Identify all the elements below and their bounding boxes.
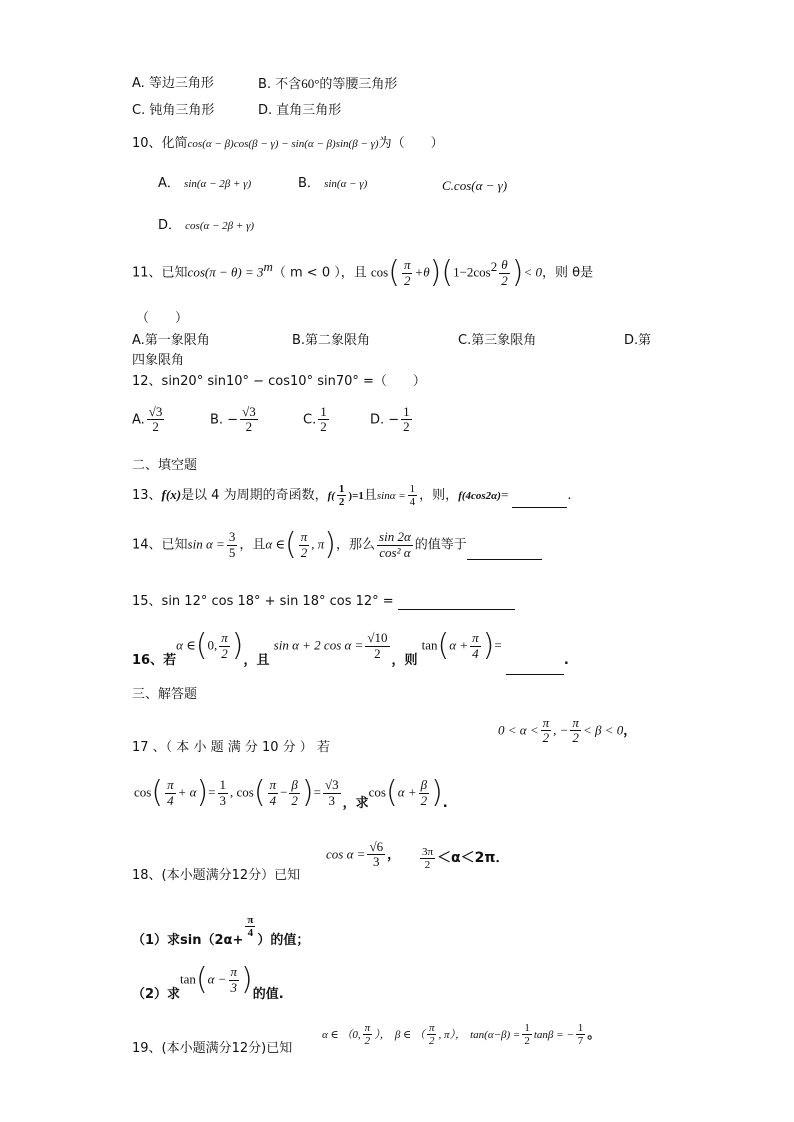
q17-eq1: = [208,784,216,800]
q10-option-c: C.cos(α − γ) [442,178,508,193]
q16-stem [132,628,569,668]
q15-stem [132,594,515,610]
q11-answer-paren: （ ） [136,311,189,326]
q14-ratio-num: sin 2α [379,529,411,545]
q19-one: 1 [524,1022,530,1034]
q17-two: 2 [542,730,550,746]
q11-exponent: m [263,259,273,275]
q10-option-a [158,176,251,192]
q17-pi-c: π [167,777,174,793]
q17-pi-over-2-b [570,716,581,746]
q18-pi-over-4 [245,914,255,939]
q14-frac [227,530,238,560]
q11-option-a: A.第一象限角 [132,333,210,348]
q14-comma-pi: , π [311,536,325,552]
q14-suffix: 的值等于 [414,537,467,553]
q13-half-num: 1 [338,483,345,495]
q17-comma: ， [623,723,637,739]
q17-pi: π [542,715,550,730]
q12-option-c-frac [318,405,329,435]
q9-option-b-suffix: 的等腰三角形 [319,77,398,92]
q13-ask: f(4cos2α) [458,490,501,503]
q19-two: 2 [364,1035,371,1048]
q14-stem [132,527,542,562]
q19-half [522,1022,532,1047]
q19-pi: π [364,1022,371,1034]
q16-pi-over-4 [470,631,481,661]
q9-option-b-angle: 60° [301,76,320,91]
q11-two-b: 2 [501,272,508,288]
q17-paren-close-2: ) [301,775,314,810]
q19-two-b: 2 [428,1035,435,1048]
q17-sqrt3-over-3 [323,778,341,808]
q18-3pi-over-2 [420,846,435,871]
q11-paren-open-1: ( [388,255,400,290]
q12-option-a-frac [147,405,165,435]
q17-pi-b: π [572,715,579,730]
q11-theta: θ [501,257,508,273]
q18-range-text: ＜α＜2π． [437,850,510,867]
q16-two: 2 [221,645,228,661]
q16-answer-blank[interactable] [506,674,564,675]
q18-range [418,846,510,871]
q18-three: 3 [230,979,238,995]
q16-paren-close-2: ) [482,628,495,663]
q11-paren-open-2: ( [441,255,454,290]
q12-option-a-den: 2 [152,419,159,435]
q17-comma-cos: , cos [230,784,254,800]
q17-cond-lhs: 0 < α < [498,722,539,738]
q17-two-d: 2 [420,792,428,808]
q12-option-b [210,405,260,435]
q17-three: 3 [219,792,226,808]
q17-ask: ，求 [342,795,369,811]
q16-four: 4 [472,645,479,661]
q11-condition: cos(π − θ) = 3 [187,264,264,280]
q17-three-b: 3 [328,792,336,808]
q11-option-d: D.第 [624,333,652,348]
q10-option-d [158,218,254,234]
q12-option-b-frac [240,405,258,435]
q13-number: 13、 [132,488,162,504]
q18-3pi: 3π [422,846,434,858]
q13-stem [132,483,572,508]
q18-den: 3 [373,854,380,870]
q16-frac [365,631,389,661]
q11-two: 2 [403,272,411,288]
q12-option-d-den: 2 [403,419,410,435]
q14-mid: ，且 [239,537,266,553]
q17-condition [498,716,636,746]
q17-paren-open-2: ( [253,775,266,810]
q19-tan-expr: tan(α−β) = [470,1029,521,1042]
q14-paren-close: ) [324,527,337,562]
q13-sin: sinα = [376,490,406,503]
q11-stem-suffix: ，则 θ是 [541,265,594,281]
section-fill-in-heading: 二、填空题 [132,458,198,473]
q16-zero: 0, [207,637,218,653]
q17-beta-b: β [420,777,428,793]
q16-paren-close: ) [231,628,244,663]
q12-option-b-num: √3 [242,404,256,419]
q17-alpha-plus: α + [397,784,417,800]
q13-period: . [567,488,572,504]
q19-tanb: tanβ = − [533,1029,574,1042]
q13-text-3: ，则， [419,488,459,504]
q17-paren-open-3: ( [385,775,398,810]
q19-one-b: 1 [577,1022,584,1034]
q18-pi: π [247,914,254,926]
q19-seventh [576,1022,586,1047]
q17-eq2: = [313,784,321,800]
q12-option-b-den: 2 [245,419,253,435]
q14-prefix: 14、已知 [132,537,188,553]
q9-option-d: D. 直角三角形 [258,103,342,118]
q18-pi-b: π [230,964,238,980]
q18-part2-prefix: （2）求 [132,986,181,1002]
q10-option-d-expr: cos(α − 2β + γ) [185,220,255,232]
q18-four: 4 [247,927,254,940]
q19-period: 。 [587,1027,601,1043]
q17-pi-over-2 [541,716,552,746]
q18-part1-prefix: （1）求sin（2α+ [132,933,244,949]
q10-option-a-expr: sin(α − 2β + γ) [184,178,252,190]
q17-four-b: 4 [269,792,277,808]
q12-option-d [370,405,414,435]
q19-two-c: 2 [524,1035,530,1048]
q14-two: 2 [300,544,308,560]
q12-option-d-num: 1 [403,404,410,419]
q10-stem [132,136,444,152]
q11-cos: cos [370,264,389,280]
q13-quarter-den: 4 [409,496,416,509]
q12-option-c-num: 1 [320,404,327,419]
q16-pi-b: π [472,630,479,646]
q17-cos: cos [134,784,152,800]
q18-tan: tan [180,971,196,987]
q17-period: . [442,795,448,811]
q16-den: 2 [374,645,381,661]
q11-stem-prefix: 11、已知 [132,265,188,281]
q18-paren-close: ) [241,962,253,997]
q18-part1 [132,914,310,953]
q10-expression: cos(α − β)cos(β − γ) − sin(α − β)sin(β − γ) [187,138,379,150]
q17-beta: β [291,777,298,793]
q13-answer-blank[interactable] [512,507,567,508]
q12-option-a-label: A. [132,412,145,428]
q11-stem [132,255,594,290]
q17-pi-over-4 [165,778,176,808]
q19-cond2-end: , π）， [438,1029,466,1042]
q19-pi-over-2 [363,1022,373,1047]
q13-text-1: 是以 4 为周期的奇函数， [181,488,328,504]
q11-paren-close-2: ) [511,255,524,290]
q18-paren-open: ( [195,962,208,997]
q19-seven: 7 [577,1035,584,1048]
q16-expr: sin α + 2 cos α = [273,637,364,653]
q18-frac [367,840,385,870]
q18-part2-suffix: 的值. [252,986,284,1002]
q16-paren-open-2: ( [437,628,450,663]
q18-alpha-minus: α − [207,971,227,987]
q17-two-c: 2 [291,792,298,808]
q17-mid: , − [553,722,569,738]
q17-cos-b: cos [368,784,386,800]
q14-answer-blank[interactable] [467,559,542,560]
q16-period: . [563,652,569,668]
q16-then: ，则 [391,652,418,668]
q17-beta-over-2-b [419,778,430,808]
q17-pi-d: π [269,777,277,793]
q14-ratio-den: cos² α [379,544,411,560]
q16-pi: π [221,630,228,646]
q16-alpha-plus: α + [449,637,469,653]
q11-pi: π [403,257,411,273]
q17-given [134,775,448,811]
q14-pi: π [300,529,308,545]
q18-stem: 18、(本小题满分12分）已知 [132,868,301,883]
q11-square: 2 [490,259,498,275]
q10-option-b-label: B． [298,176,320,191]
q14-num: 3 [228,529,236,545]
q18-condition [326,840,400,870]
q18-comma: ， [387,847,401,863]
q17-paren-close-3: ) [431,775,443,810]
q13-text-2: 且 [363,488,377,504]
q12-option-c-label: C. [303,412,317,428]
q11-one-minus: 1−2cos [453,264,491,280]
q13-half-frac [337,483,347,508]
q14-alpha-in: α ∈ [265,536,286,552]
q13-f-half-post: )=1 [348,490,364,503]
q16-equals: = [494,637,502,653]
q11-paren-close-1: ) [429,255,442,290]
q13-equals: = [500,487,509,503]
q17-third [218,778,229,808]
q12-stem: 12、sin20° sin10° − cos10° sin70° =（ ） [132,374,426,389]
q12-option-b-label: B. − [210,412,239,428]
q14-ratio [377,530,413,560]
q17-paren-open-1: ( [151,775,164,810]
q19-conditions [322,1022,600,1047]
q16-and: ，且 [243,652,270,668]
q12-option-d-label: D. − [370,412,400,428]
q11-pi-over-2 [402,258,413,288]
q10-stem-suffix: 为（ ） [378,136,444,151]
q16-label: 16、若 [132,652,177,668]
q13-quarter-frac [408,483,418,508]
q18-num: √6 [369,839,384,854]
q19-cond2: β ∈ （ [394,1029,425,1042]
q18-two: 2 [424,859,431,872]
q17-minus: − [280,784,288,800]
q12-option-a [132,405,166,435]
q17-pi-over-4-b [268,778,279,808]
q17-beta-over-2 [289,778,300,808]
q11-option-b: B.第二象限角 [292,333,371,348]
q13-half-den: 2 [338,496,345,509]
q19-cond1-end: ）， [374,1029,391,1042]
q16-alpha-in: α ∈ [176,637,196,653]
q16-tan: tan [421,637,438,653]
q12-option-d-frac [401,405,412,435]
q18-part1-suffix: ）的值； [257,933,310,949]
q17-plus-alpha: + α [177,784,197,800]
section-solve-heading: 三、解答题 [132,687,198,702]
q13-fx: f(x) [161,487,182,503]
q11-condition-note: （ m < 0 ），且 [272,265,367,281]
q16-num: √10 [367,630,388,646]
q17-one: 1 [219,777,226,793]
q13-quarter-num: 1 [409,483,416,495]
q10-stem-prefix: 10、化简 [132,136,188,151]
q12-option-c-den: 2 [320,419,327,435]
q17-beta-range: < β < 0 [582,722,624,738]
q11-theta-over-2 [499,258,510,288]
q10-option-b [298,176,367,192]
q14-then: ，那么 [336,537,376,553]
q18-cos-alpha: cos α = [326,846,366,862]
q14-paren-open: ( [285,527,297,562]
q13-f-half-pre: f( [327,490,335,503]
q19-stem: 19、(本小题满分12分)已知 [132,1041,293,1056]
q10-option-d-label: D． [158,218,182,233]
q9-option-b-prefix: B. 不含 [258,77,302,92]
q9-option-c: C. 钝角三角形 [132,103,215,118]
q11-option-c: C.第三象限角 [458,333,537,348]
q14-pi-over-2 [299,530,310,560]
q19-cond1: α ∈ （0, [322,1029,361,1042]
q9-option-a: A. 等边三角形 [132,76,214,91]
q12-option-a-num: √3 [148,404,163,419]
q11-plus-theta: +θ [414,264,430,280]
q19-pi-over-2-b [427,1022,437,1047]
q19-pi-b: π [428,1022,435,1034]
q10-option-a-label: A． [158,176,180,191]
q17-sqrt3: √3 [324,777,339,793]
q15-text: 15、sin 12° cos 18° + sin 18° cos 12° = [132,594,394,609]
q18-part2 [132,962,284,1002]
q14-den: 5 [228,544,236,560]
q10-option-b-expr: sin(α − γ) [324,178,368,190]
q16-paren-open: ( [195,628,208,663]
q11-lt-zero: < 0 [523,264,542,280]
q18-pi-over-3 [229,965,240,995]
q11-option-d-continued: 四象限角 [132,353,185,368]
q12-option-c [303,405,331,435]
q15-answer-blank[interactable] [398,609,515,610]
q17-four: 4 [167,792,174,808]
q14-sin: sin α = [187,536,225,552]
q17-paren-close-1: ) [196,775,209,810]
q17-two-b: 2 [572,730,579,746]
q17-stem: 17 、（ 本 小 题 满 分 10 分 ） 若 [132,740,330,755]
q9-option-b [258,76,397,93]
q16-pi-over-2 [219,631,230,661]
